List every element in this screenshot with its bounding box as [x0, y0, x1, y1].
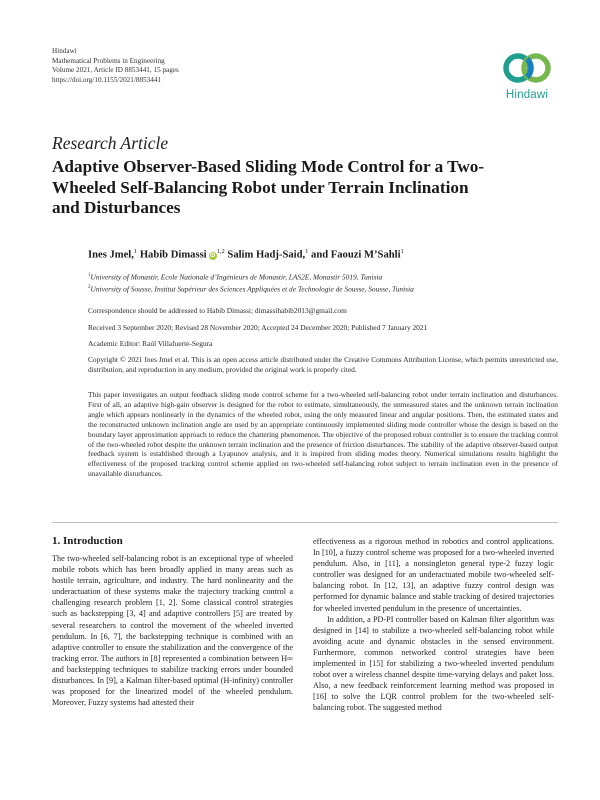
academic-editor: Academic Editor: Raúl Villafuerte-Segura: [88, 339, 213, 348]
affil-marker: 2: [88, 284, 91, 290]
volume-info: Volume 2021, Article ID 8853441, 15 pages: [52, 66, 179, 75]
hindawi-logo-text: Hindawi: [505, 89, 549, 101]
author-name: Salim Hadj-Said,: [227, 249, 306, 261]
section-divider: [52, 522, 558, 523]
right-column: [313, 536, 554, 714]
affiliations: [88, 271, 558, 294]
author-name: and Faouzi M’Sahli: [311, 249, 401, 261]
hindawi-logo: [496, 50, 558, 104]
article-title: Adaptive Observer-Based Sliding Mode Control for a Two-Wheeled Self-Balancing Robot under Terrain Inclination and Disturbances: [52, 157, 485, 217]
journal-header: [52, 47, 179, 85]
section-heading: 1. Introduction: [52, 535, 123, 547]
paragraph: The two-wheeled self-balancing robot is an exceptional type of wheeled mobile robots which has been broadly applied in many areas such as hostile terrain, agriculture, and industry. The hard nonlinearity and the underactuation of these systems make the trajectory tracking control a challenging research problem [1, 2]. Some classical control strategies such as backstepping [3, 4] and adaptive controllers [5] are treated by several researchers to control the movement of the wheeled inverted pendulum. In [6, 7], the backstepping technique is combined with an adaptive controller to ensure the stabilization and the convergence of the tracking error. The authors in [8] represented a combination between H∞ and backstepping techniques to stabilize tracking errors under bounded disturbances. In [9], a Kalman filter-based optimal (H-infinity) controller was proposed for the linearized model of the wheeled pendulum. Moreover, Fuzzy systems had attested their: [52, 554, 293, 708]
article-type: Research Article: [52, 133, 169, 153]
correspondence: Correspondence should be addressed to Habib Dimassi; dimassihabib2013@gmail.com: [88, 306, 347, 315]
affiliation-1: [88, 271, 558, 283]
paragraph: In addition, a PD-PI controller based on Kalman filter algorithm was designed in [14] to stabilize a two-wheeled self-balancing robot while avoiding acute and dynamic obstacles in the sensed environment. Furthermore, common networked control strategies have been implemented in [15] for stabilizing a two-wheeled inverted pendulum robot over a wireless channel despite time-varying delays and paket loss. Also, a new feedback reinforcement learning method was proposed in [16] to solve the LQR control problem for the two-wheeled self-balancing robot. The suggested method: [313, 614, 554, 713]
hindawi-logo-icon: [496, 50, 558, 90]
affiliation-2: [88, 283, 558, 295]
orcid-icon[interactable]: iD: [210, 252, 216, 259]
author-affil-marker: 1: [305, 248, 309, 255]
author-name: Ines Jmel,: [88, 249, 134, 261]
author-affil-marker: 1,2: [216, 248, 225, 255]
left-column: [52, 553, 293, 708]
doi-link[interactable]: https://doi.org/10.1155/2021/8853441: [52, 75, 162, 84]
paragraph: effectiveness as a rigorous method in robotics and control applications. In [10], a fuzzy control scheme was proposed for a two-wheeled inverted pendulum. Also, in [11], a nonsingleton general type-2 fuzzy logic controller was designed for an underactuated mobile two-wheeled self-balancing robot. In [12, 13], an adaptive fuzzy control design was performed for dynamic balance and stable tracking of desired trajectories for wheeled inverted pendulum in the presence of uncertainties.: [313, 537, 554, 613]
affil-text: University of Monastir, Ecole Nationale d’Ingénieurs de Monastir, LAS2E, Monastir 5019, Tunisia: [90, 272, 383, 282]
publication-dates: Received 3 September 2020; Revised 28 November 2020; Accepted 24 December 2020; Published 7 January 2021: [88, 323, 428, 332]
journal-name: Mathematical Problems in Engineering: [52, 56, 165, 65]
copyright-notice: Copyright © 2021 Ines Jmel et al. This is an open access article distributed under the Creative Commons Attribution License, which permits unrestricted use, distribution, and reproduction in any medium, provided the original work is properly cited.: [88, 355, 558, 375]
affil-text: University of Sousse, Institut Supérieur des Sciences Appliquées et de Technologie de Sousse, Sousse, Tunisia: [90, 284, 414, 294]
author-list: [88, 248, 404, 261]
author-affil-marker: 1: [400, 248, 404, 255]
author-name: Habib Dimassi: [139, 249, 207, 261]
publisher-name: Hindawi: [52, 47, 77, 55]
affil-marker: 1: [88, 273, 91, 278]
abstract: This paper investigates an output feedback sliding mode control scheme for a two-wheeled self-balancing robot under terrain inclination and disturbances. First of all, an adaptive high-gain observer is designed for the robot to estimate, simultaneously, the unmeasured states and the unknown terrain inclination angle which appears nonlinearly in the dynamics of the wheeled robot, using the only measured linear and angular positions. Then, the estimated states and the reconstructed unknown inclination angle are used by an appropriate continuously implemented sliding mode controller whose the design is based on the boundary layer approximation approach to reduce the chattering phenomenon. The objective of the proposed robust controller is to ensure the tracking control of the two-wheeled robot despite the unknown terrain inclination and the presence of friction disturbances. The stability of the adaptive observer-based output feedback system is established through a Lyapunov analysis, and it is inspired from sliding modes theory. Numerical simulations results highlight the effectiveness of the proposed tracking control scheme applied on two-wheeled self-balancing robot subject to terrain inclination even in the presence of unavailable disturbances.: [88, 390, 558, 479]
author-affil-marker: 1: [133, 248, 138, 255]
